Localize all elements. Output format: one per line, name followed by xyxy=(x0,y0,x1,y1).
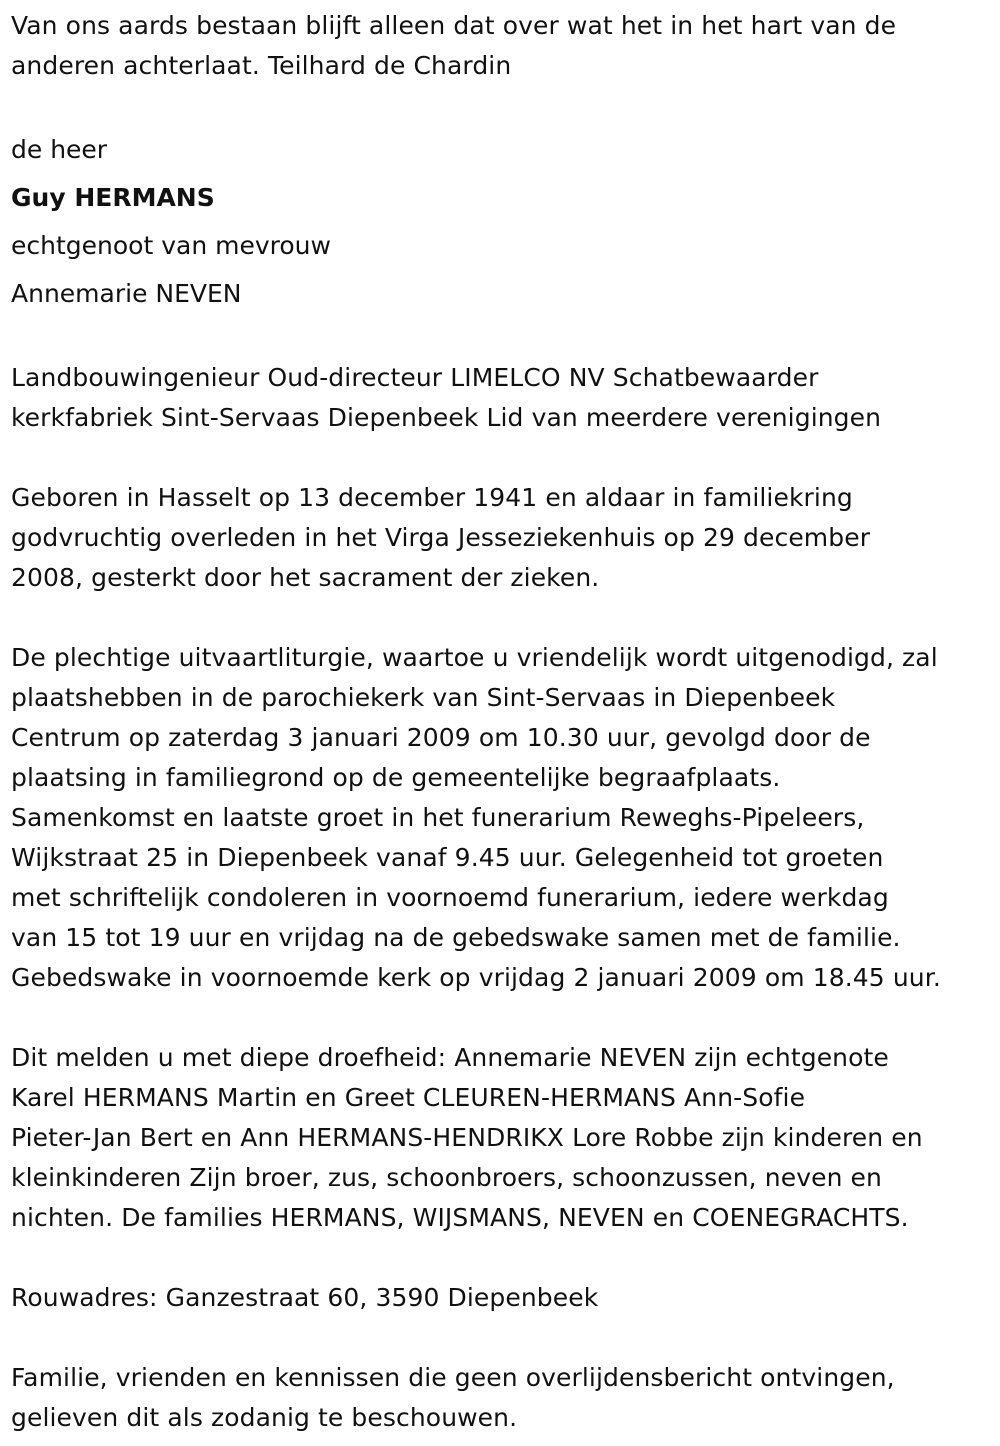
titles-paragraph xyxy=(11,358,993,438)
closing-line: gelieven dit als zodanig te beschouwen. xyxy=(11,1403,518,1432)
birth-death-line: 2008, gesterkt door het sacrament der zieken. xyxy=(11,563,600,592)
deceased-name: Guy HERMANS xyxy=(11,183,215,212)
quote-line: Van ons aards bestaan blijft alleen dat over wat het in het hart van de xyxy=(11,11,897,40)
funeral-line: De plechtige uitvaartliturgie, waartoe u vriendelijk wordt uitgenodigd, zal xyxy=(11,643,938,672)
spacer xyxy=(11,598,993,638)
announcement-paragraph xyxy=(11,1038,993,1238)
announcement-line: nichten. De families HERMANS, WIJSMANS, NEVEN en COENEGRACHTS. xyxy=(11,1203,909,1232)
funeral-line: plaatshebben in de parochiekerk van Sint-Servaas in Diepenbeek xyxy=(11,683,836,712)
birth-death-line: Geboren in Hasselt op 13 december 1941 en aldaar in familiekring xyxy=(11,483,853,512)
spouse-label: echtgenoot van mevrouw xyxy=(11,231,331,260)
deceased-block xyxy=(11,126,993,318)
announcement-line: kleinkinderen Zijn broer, zus, schoonbroers, schoonzussen, neven en xyxy=(11,1163,882,1192)
funeral-line: Wijkstraat 25 in Diepenbeek vanaf 9.45 uur. Gelegenheid tot groeten xyxy=(11,843,884,872)
spouse-name: Annemarie NEVEN xyxy=(11,279,242,308)
funeral-line: van 15 tot 19 uur en vrijdag na de gebedswake samen met de familie. xyxy=(11,923,901,952)
obituary-document xyxy=(11,6,993,1438)
announcement-line: Dit melden u met diepe droefheid: Annemarie NEVEN zijn echtgenote xyxy=(11,1043,889,1072)
quote-paragraph xyxy=(11,6,993,86)
funeral-line: plaatsing in familiegrond op de gemeentelijke begraafplaats. xyxy=(11,763,781,792)
funeral-line: met schriftelijk condoleren in voornoemd funerarium, iedere werkdag xyxy=(11,883,889,912)
spacer xyxy=(11,1238,993,1278)
titles-line: kerkfabriek Sint-Servaas Diepenbeek Lid van meerdere verenigingen xyxy=(11,403,882,432)
spacer xyxy=(11,318,993,358)
funeral-line: Samenkomst en laatste groet in het funerarium Reweghs-Pipeleers, xyxy=(11,803,865,832)
funeral-paragraph xyxy=(11,638,993,998)
announcement-line: Pieter-Jan Bert en Ann HERMANS-HENDRIKX Lore Robbe zijn kinderen en xyxy=(11,1123,923,1152)
address-paragraph xyxy=(11,1278,993,1318)
spacer xyxy=(11,1318,993,1358)
announcement-line: Karel HERMANS Martin en Greet CLEUREN-HERMANS Ann-Sofie xyxy=(11,1083,806,1112)
closing-paragraph xyxy=(11,1358,993,1438)
spacer xyxy=(11,438,993,478)
closing-line: Familie, vrienden en kennissen die geen overlijdensbericht ontvingen, xyxy=(11,1363,895,1392)
birth-death-paragraph xyxy=(11,478,993,598)
funeral-line: Centrum op zaterdag 3 januari 2009 om 10.30 uur, gevolgd door de xyxy=(11,723,871,752)
funeral-line: Gebedswake in voornoemde kerk op vrijdag 2 januari 2009 om 18.45 uur. xyxy=(11,963,941,992)
salutation: de heer xyxy=(11,135,108,164)
quote-line: anderen achterlaat. Teilhard de Chardin xyxy=(11,51,512,80)
spacer xyxy=(11,86,993,126)
mourning-address: Rouwadres: Ganzestraat 60, 3590 Diepenbeek xyxy=(11,1283,599,1312)
spacer xyxy=(11,998,993,1038)
birth-death-line: godvruchtig overleden in het Virga Jesseziekenhuis op 29 december xyxy=(11,523,871,552)
titles-line: Landbouwingenieur Oud-directeur LIMELCO NV Schatbewaarder xyxy=(11,363,819,392)
